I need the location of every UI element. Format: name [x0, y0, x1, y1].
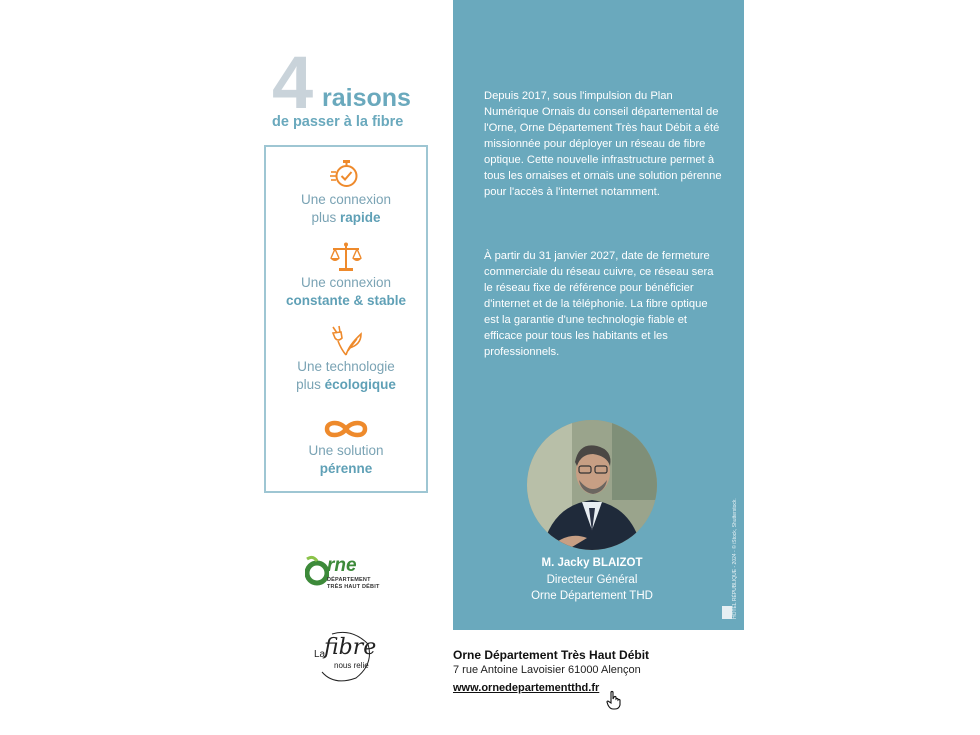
- pointer-hand-icon: [604, 690, 624, 710]
- reason-line2: [266, 292, 426, 310]
- eco-plug-leaf-icon: [327, 325, 365, 357]
- signatory-portrait: [527, 420, 657, 550]
- reason-line2: [266, 460, 426, 478]
- fibre-logo-la: La: [314, 649, 326, 660]
- reason-line: Une solution: [308, 443, 384, 458]
- orne-logo-name: rne: [327, 555, 357, 576]
- panel-paragraph-1: Depuis 2017, sous l'impulsion du Plan Numérique Ornais du conseil départemental de l'Orne, Orne Département Très haut Débit a été missionnée pour déployer un réseau de fibre optique. Cette nouvelle infrastructure permet à tous les ornaises et ornais une solution pérenne pour l'accès à l'internet notamment.: [484, 90, 722, 198]
- photo-credit: [729, 452, 741, 622]
- reason-strong: écologique: [324, 377, 396, 392]
- reason-line2: [266, 376, 426, 394]
- orne-logo: [305, 555, 395, 593]
- title-number: 4: [272, 41, 314, 124]
- fibre-logo: [312, 630, 376, 684]
- reason-strong: pérenne: [319, 461, 373, 476]
- reason-durable: [266, 418, 426, 478]
- reason-line2: [266, 209, 426, 227]
- photo-credit-text: HÔTEL RÉPUBLIQUE - 2024 - © iStock, Shutterstock.: [732, 498, 738, 619]
- contact-title: Orne Département Très Haut Débit: [453, 648, 650, 662]
- signatory-org: Orne Département THD: [531, 590, 653, 602]
- reasons-box: [264, 145, 428, 493]
- reason-line: Une connexion: [300, 275, 392, 290]
- signatory-role: Directeur Général: [546, 574, 638, 586]
- contact-address: 7 rue Antoine Lavoisier 61000 Alençon: [453, 664, 641, 676]
- fibre-logo-word: fibre: [324, 635, 377, 660]
- title-subtitle: de passer à la fibre: [272, 114, 404, 130]
- panel-paragraph-2: À partir du 31 janvier 2027, date de fermeture commerciale du réseau cuivre, ce réseau sera le réseau fixe de référence pour bénéficier d'internet et de la téléphonie. La fibre optique est la garantie d'une technologie fiable et efficace pour tous les habitants et les professionnels.: [484, 250, 714, 358]
- credit-marker: [722, 606, 732, 619]
- scales-icon: [328, 241, 364, 273]
- orne-logo-sub1: DÉPARTEMENT: [327, 577, 371, 583]
- title-block: [272, 41, 432, 136]
- reason-line: Une technologie: [297, 359, 395, 374]
- reason-line: Une connexion: [300, 192, 392, 207]
- signatory-name: M. Jacky BLAIZOT: [541, 557, 643, 569]
- reason-eco: [266, 325, 426, 394]
- reason-stable: [266, 241, 426, 310]
- reason-fast: [266, 159, 426, 227]
- title-word: raisons: [322, 84, 411, 112]
- fibre-logo-sub: nous relie: [334, 661, 369, 670]
- reason-plus: plus: [296, 377, 321, 392]
- reason-strong: rapide: [340, 210, 381, 225]
- stopwatch-icon: [330, 159, 362, 189]
- reason-plus: plus: [311, 210, 337, 225]
- info-panel: [453, 0, 744, 630]
- orne-o-icon: [305, 555, 329, 589]
- infinity-icon: [321, 418, 371, 440]
- orne-logo-sub: [327, 577, 380, 590]
- orne-logo-sub2: TRÈS HAUT DÉBIT: [327, 583, 380, 590]
- reason-strong: constante & stable: [285, 293, 407, 308]
- contact-link[interactable]: www.ornedepartementthd.fr: [453, 682, 600, 694]
